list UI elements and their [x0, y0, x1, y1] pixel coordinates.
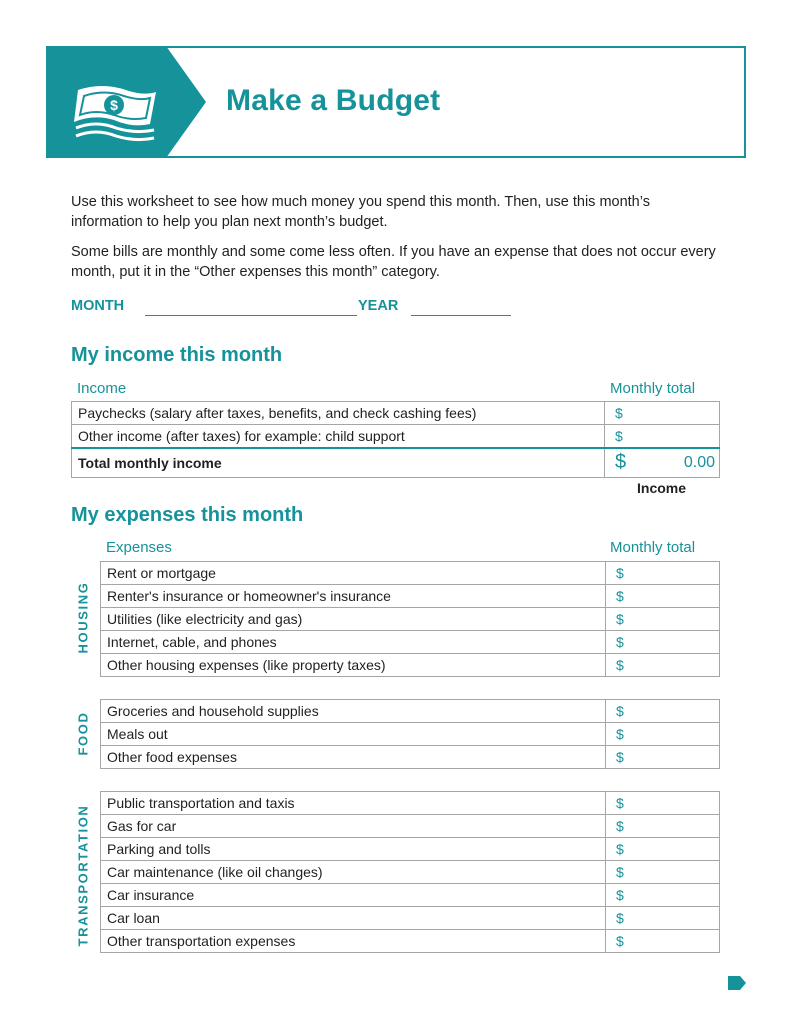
table-row: [101, 792, 720, 815]
expenses-column-header: Expenses: [106, 539, 172, 556]
intro-paragraph-1: Use this worksheet to see how much money you spend this month. Then, use this month’s information to help you plan next month’s budget.: [71, 194, 650, 230]
expense-row-label: Internet, cable, and phones: [101, 631, 606, 654]
expense-row-label: Rent or mortgage: [101, 562, 606, 585]
expense-amount-field[interactable]: $: [606, 608, 720, 631]
income-amount-field[interactable]: $: [605, 425, 720, 449]
expense-row-label: Parking and tolls: [101, 838, 606, 861]
expense-row-label: Car maintenance (like oil changes): [101, 861, 606, 884]
table-row: [101, 884, 720, 907]
expense-amount-field[interactable]: $: [606, 930, 720, 953]
total-income-field: [605, 448, 720, 478]
expense-row-label: Renter's insurance or homeowner's insurance: [101, 585, 606, 608]
income-caption: Income: [637, 480, 687, 496]
header-flag: [46, 46, 256, 158]
income-row-label: Other income (after taxes) for example: child support: [72, 425, 605, 449]
expense-row-label: Groceries and household supplies: [101, 700, 606, 723]
transportation-table: [100, 791, 720, 953]
table-row: [101, 861, 720, 884]
expense-row-label: Utilities (like electricity and gas): [101, 608, 606, 631]
food-category-label: FOOD: [75, 711, 91, 756]
table-row: [101, 585, 720, 608]
expense-amount-field[interactable]: $: [606, 585, 720, 608]
expenses-total-column-header: Monthly total: [610, 539, 696, 556]
expense-row-label: Public transportation and taxis: [101, 792, 606, 815]
income-table: [71, 401, 720, 478]
expense-row-label: Car insurance: [101, 884, 606, 907]
food-table: [100, 699, 720, 769]
expense-amount-field[interactable]: $: [606, 723, 720, 746]
table-row: [72, 402, 720, 425]
expense-row-label: Meals out: [101, 723, 606, 746]
expense-amount-field[interactable]: $: [606, 631, 720, 654]
table-row: [101, 562, 720, 585]
year-label: YEAR: [358, 298, 399, 314]
expense-amount-field[interactable]: $: [606, 700, 720, 723]
income-row-label: Paychecks (salary after taxes, benefits, and check cashing fees): [72, 402, 605, 425]
expenses-section-title: My expenses this month: [71, 504, 304, 526]
month-field[interactable]: [145, 315, 357, 316]
table-row: [101, 815, 720, 838]
expense-row-label: Car loan: [101, 907, 606, 930]
expense-amount-field[interactable]: $: [606, 884, 720, 907]
expense-amount-field[interactable]: $: [606, 654, 720, 677]
expense-amount-field[interactable]: $: [606, 792, 720, 815]
total-income-label: Total monthly income: [72, 448, 605, 478]
transportation-category-label: TRANSPORTATION: [75, 804, 91, 947]
total-income-value: 0.00: [683, 454, 715, 471]
expense-row-label: Other transportation expenses: [101, 930, 606, 953]
year-field[interactable]: [411, 315, 511, 316]
income-column-header: Income: [77, 380, 127, 397]
expense-amount-field[interactable]: $: [606, 746, 720, 769]
income-amount-field[interactable]: $: [605, 402, 720, 425]
total-row: [72, 448, 720, 478]
income-total-column-header: Monthly total: [610, 380, 696, 397]
table-row: [101, 746, 720, 769]
housing-category-label: HOUSING: [75, 581, 91, 654]
expense-row-label: Gas for car: [101, 815, 606, 838]
table-row: [101, 700, 720, 723]
continue-arrow-icon[interactable]: [728, 976, 746, 990]
table-row: [101, 838, 720, 861]
header-banner: [46, 46, 746, 158]
expense-amount-field[interactable]: $: [606, 838, 720, 861]
table-row: [101, 654, 720, 677]
table-row: [101, 631, 720, 654]
expense-amount-field[interactable]: $: [606, 907, 720, 930]
total-currency: $: [615, 451, 627, 473]
page-title: Make a Budget: [226, 84, 441, 117]
expense-row-label: Other housing expenses (like property taxes): [101, 654, 606, 677]
housing-table: [100, 561, 720, 677]
intro-paragraph-2: Some bills are monthly and some come less often. If you have an expense that does not occur every month, put it in the “Other expenses this month” category.: [71, 244, 716, 280]
expense-amount-field[interactable]: $: [606, 861, 720, 884]
table-row: [101, 930, 720, 953]
table-row: [101, 723, 720, 746]
table-row: [101, 608, 720, 631]
svg-text:$: $: [110, 97, 118, 113]
month-label: MONTH: [71, 298, 125, 314]
table-row: [72, 425, 720, 449]
expense-row-label: Other food expenses: [101, 746, 606, 769]
table-row: [101, 907, 720, 930]
expense-amount-field[interactable]: $: [606, 815, 720, 838]
expense-amount-field[interactable]: $: [606, 562, 720, 585]
income-section-title: My income this month: [71, 344, 283, 366]
